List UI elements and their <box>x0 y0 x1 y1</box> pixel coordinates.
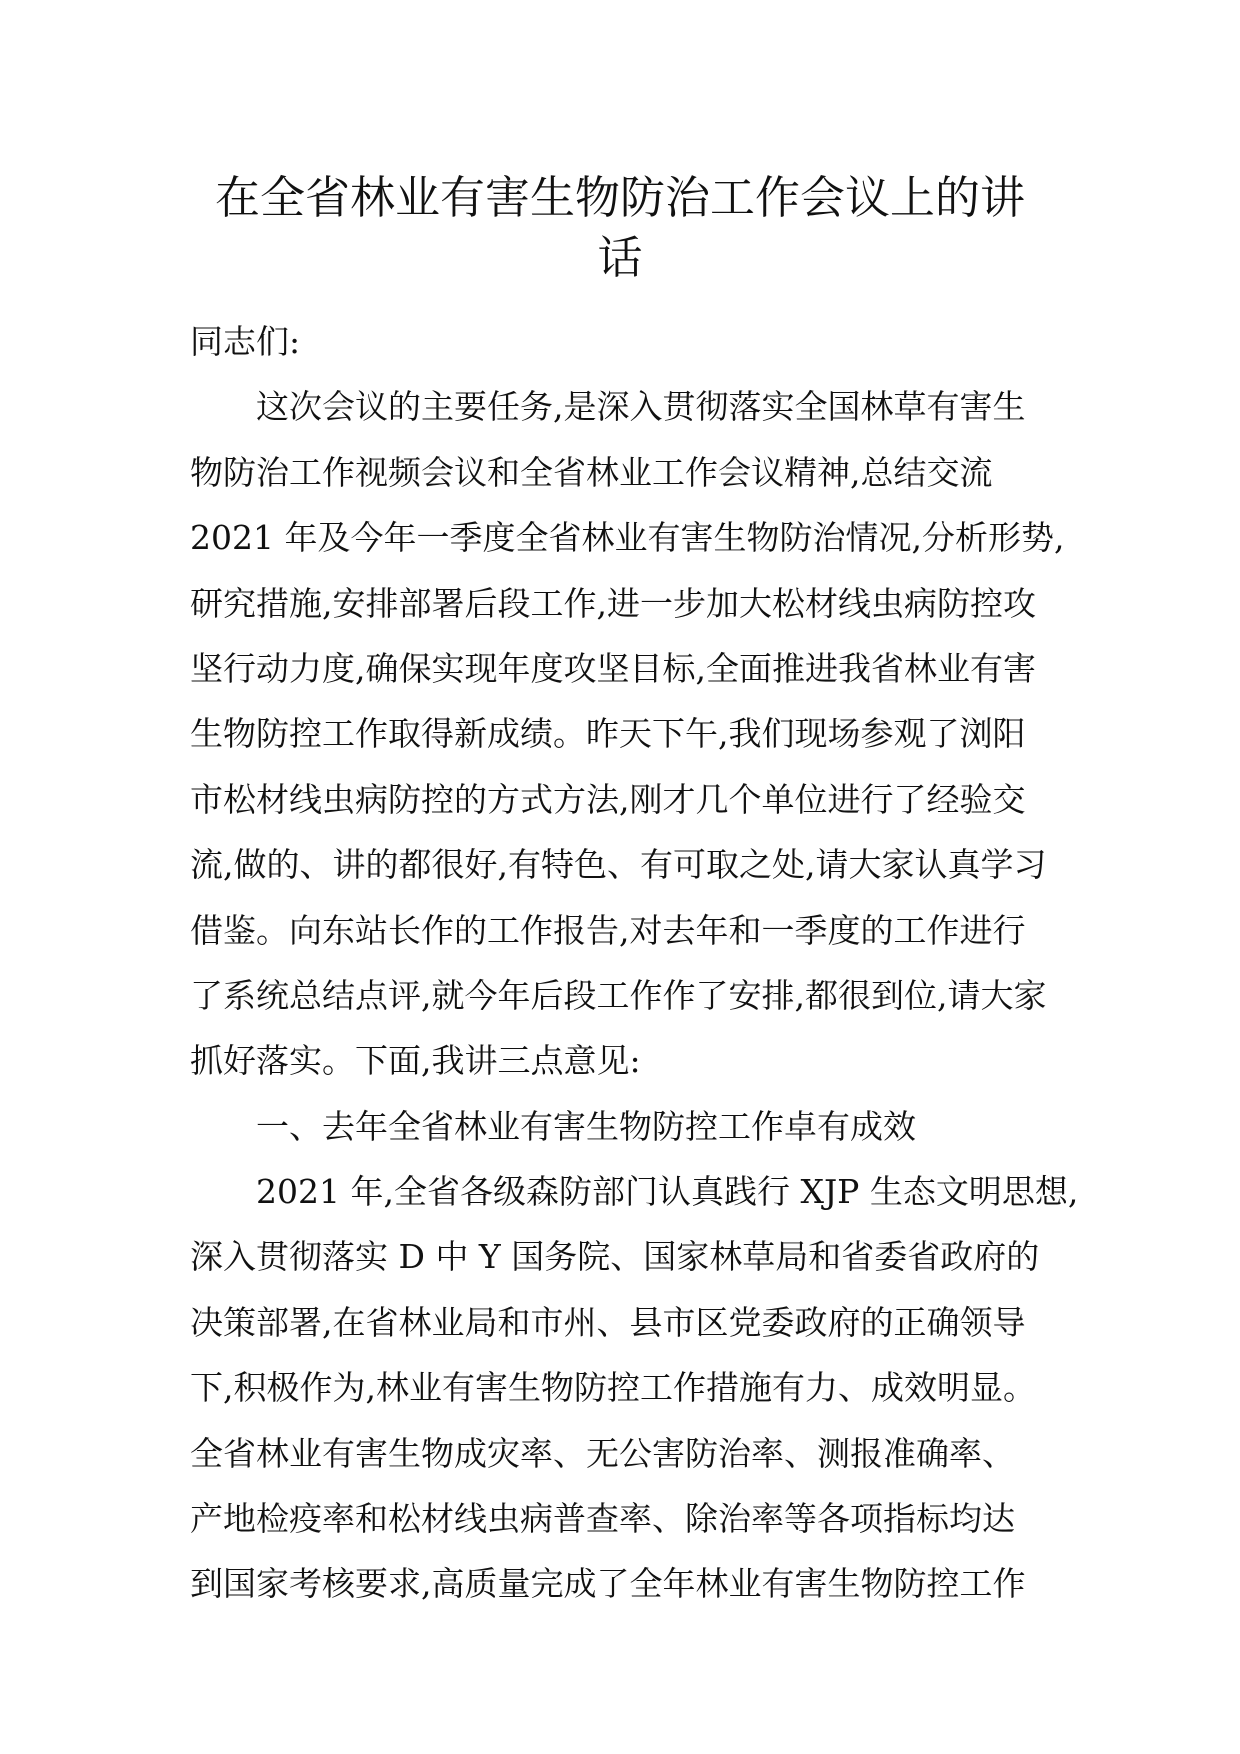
paragraph-line: 物防治工作视频会议和全省林业工作会议精神,总结交流 <box>190 452 993 492</box>
paragraph-line: 生物防控工作取得新成绩。昨天下午,我们现场参观了浏阳 <box>190 714 1026 754</box>
paragraph-line: 深入贯彻落实 D 中 Y 国务院、国家林草局和省委省政府的 <box>190 1237 1040 1277</box>
paragraph-line: 了系统总结点评,就今年后段工作作了安排,都很到位,请大家 <box>190 975 1047 1015</box>
title-line-1: 在全省林业有害生物防治工作会议上的讲 <box>214 171 1025 224</box>
paragraph-line: 产地检疫率和松材线虫病普查率、除治率等各项指标均达 <box>190 1499 1015 1539</box>
paragraph-line: 这次会议的主要任务,是深入贯彻落实全国林草有害生 <box>256 387 1026 427</box>
paragraph-line: 借鉴。向东站长作的工作报告,对去年和一季度的工作进行 <box>190 910 1026 950</box>
paragraph-line: 坚行动力度,确保实现年度攻坚目标,全面推进我省林业有害 <box>190 648 1036 688</box>
paragraph-line: 全省林业有害生物成灾率、无公害防治率、测报准确率、 <box>190 1433 1015 1473</box>
paragraph-line: 2021 年及今年一季度全省林业有害生物防治情况,分析形势, <box>190 518 1065 558</box>
salutation: 同志们: <box>190 322 301 361</box>
document-title <box>190 168 1050 288</box>
paragraph-line: 研究措施,安排部署后段工作,进一步加大松材线虫病防控攻 <box>190 583 1036 623</box>
document-body <box>190 309 1079 1617</box>
paragraph-line: 2021 年,全省各级森防部门认真践行 XJP 生态文明思想, <box>256 1172 1079 1212</box>
paragraph-line: 决策部署,在省林业局和市州、县市区党委政府的正确领导 <box>190 1302 1026 1342</box>
paragraph-line: 抓好落实。下面,我讲三点意见: <box>190 1041 641 1081</box>
title-line-2: 话 <box>597 231 643 284</box>
paragraph-line: 到国家考核要求,高质量完成了全年林业有害生物防控工作 <box>190 1564 1026 1604</box>
section-heading: 一、去年全省林业有害生物防控工作卓有成效 <box>256 1106 916 1146</box>
paragraph-line: 下,积极作为,林业有害生物防控工作措施有力、成效明显。 <box>190 1368 1036 1408</box>
paragraph-line: 市松材线虫病防控的方式方法,刚才几个单位进行了经验交 <box>190 779 1026 819</box>
paragraph-line: 流,做的、讲的都很好,有特色、有可取之处,请大家认真学习 <box>190 845 1047 885</box>
